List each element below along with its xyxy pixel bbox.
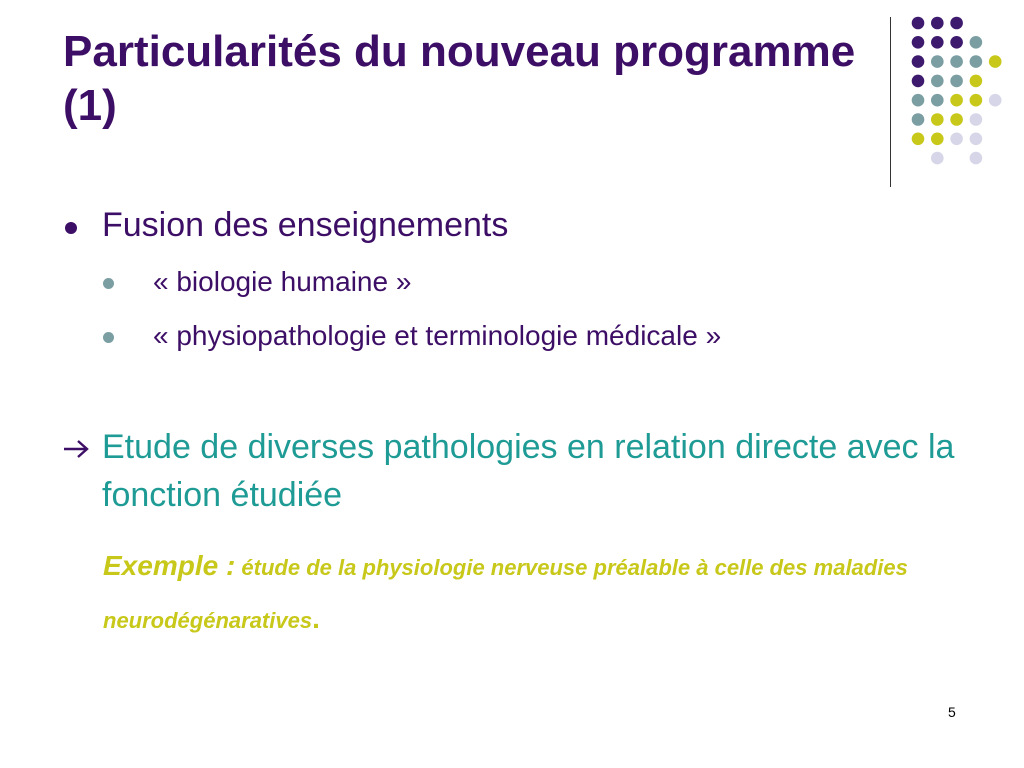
slide-title: Particularités du nouveau programme (1): [63, 27, 856, 130]
decorative-dot: [912, 133, 925, 146]
decorative-dot: [950, 36, 963, 49]
title-divider-line: [890, 17, 891, 187]
decorative-dot: [931, 113, 944, 126]
page-number: 5: [948, 704, 956, 720]
decorative-dot: [950, 94, 963, 107]
example-note: [103, 540, 983, 646]
decorative-dot: [970, 94, 983, 107]
decorative-dot: [950, 55, 963, 68]
example-text: étude de la physiologie nerveuse préalable à celle des maladies neurodégénaratives: [103, 555, 908, 633]
decorative-dot: [931, 55, 944, 68]
decorative-dot: [970, 113, 983, 126]
bullet-text: Fusion des enseignements: [102, 206, 509, 244]
decorative-dot: [989, 94, 1002, 107]
decorative-dot: [931, 152, 944, 165]
decorative-dot: [950, 113, 963, 126]
decorative-dot: [970, 75, 983, 88]
right-arrow-icon: [62, 425, 94, 469]
decorative-dot: [931, 75, 944, 88]
decorative-dot: [931, 36, 944, 49]
decorative-dot: [912, 55, 925, 68]
decorative-dot: [912, 75, 925, 88]
decorative-dot: [950, 75, 963, 88]
decorative-dot: [931, 94, 944, 107]
decorative-dot: [970, 55, 983, 68]
bullet-dot-icon: [65, 222, 77, 234]
decorative-dot: [912, 113, 925, 126]
decorative-dot: [912, 94, 925, 107]
decorative-dot: [931, 17, 944, 30]
sub-bullet-text: « biologie humaine »: [153, 266, 412, 297]
sub-bullet-dot-icon: [103, 332, 114, 343]
decorative-dot: [912, 17, 925, 30]
decorative-dot: [989, 55, 1002, 68]
decorative-dot: [950, 17, 963, 30]
sub-bullet-text: « physiopathologie et terminologie médicale »: [153, 320, 722, 351]
arrow-point-text: Etude de diverses pathologies en relation directe avec la fonction étudiée: [102, 428, 955, 514]
decorative-dot: [970, 133, 983, 146]
decorative-dot: [931, 133, 944, 146]
example-label: Exemple :: [103, 550, 236, 581]
example-terminal: .: [312, 603, 320, 634]
decorative-dot-grid: [0, 0, 1024, 200]
decorative-dot: [970, 36, 983, 49]
sub-bullet-dot-icon: [103, 278, 114, 289]
decorative-dot: [912, 36, 925, 49]
decorative-dot: [970, 152, 983, 165]
decorative-dot: [950, 133, 963, 146]
